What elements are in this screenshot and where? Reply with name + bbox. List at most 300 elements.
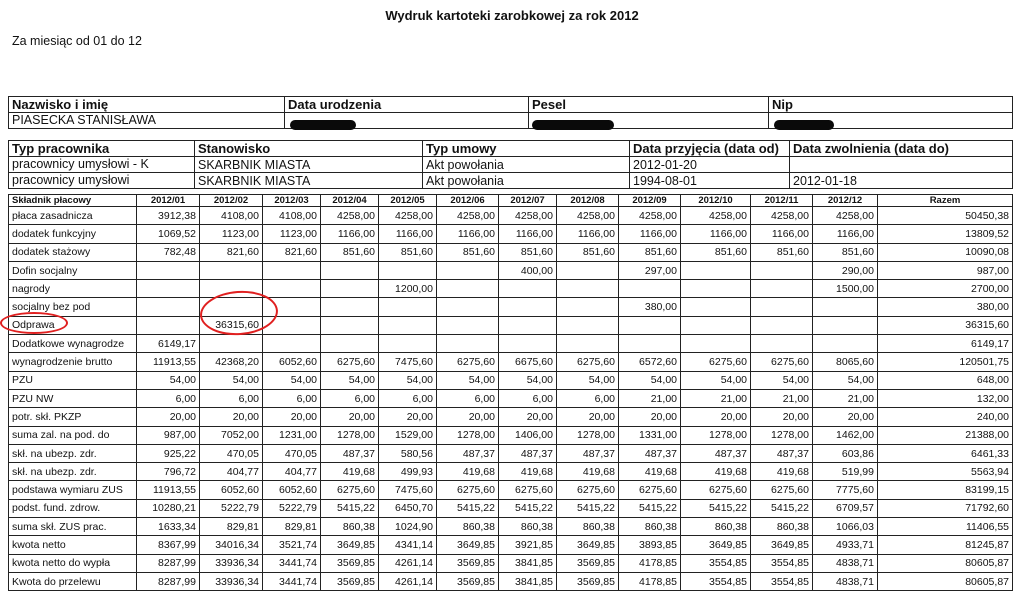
total-cell: 6149,17 [878,335,1013,353]
value-cell [263,280,321,298]
value-cell: 4258,00 [437,207,499,225]
value-cell: 6450,70 [379,499,437,517]
value-cell: 3841,85 [499,572,557,590]
employment-row [9,157,1013,173]
row-label: PZU [9,371,137,389]
row-label: dodatek funkcyjny [9,225,137,243]
value-cell: 987,00 [137,426,200,444]
value-cell: 54,00 [321,371,379,389]
value-cell: 21,00 [751,389,813,407]
value-cell: 4258,00 [321,207,379,225]
value-cell: 36315,60 [200,316,263,334]
header-nip: Nip [769,97,1013,113]
value-cell [751,280,813,298]
value-cell: 6275,60 [499,481,557,499]
row-label: Dofin socjalny [9,261,137,279]
value-cell: 4258,00 [499,207,557,225]
value-cell: 3554,85 [681,554,751,572]
value-cell: 3649,85 [751,536,813,554]
value-cell: 54,00 [681,371,751,389]
value-cell: 1024,90 [379,518,437,536]
value-cell [263,261,321,279]
table-row [9,408,1013,426]
value-cell [499,280,557,298]
value-cell: 3912,38 [137,207,200,225]
value-cell: 821,60 [263,243,321,261]
total-cell: 71792,60 [878,499,1013,517]
column-header-month: 2012/03 [263,195,321,207]
value-cell: 5415,22 [619,499,681,517]
value-cell: 4258,00 [379,207,437,225]
row-label: nagrody [9,280,137,298]
value-cell: 8065,60 [813,353,878,371]
value-cell: 8367,99 [137,536,200,554]
value-cell: 519,99 [813,463,878,481]
end-date [790,157,1013,173]
value-cell: 1231,00 [263,426,321,444]
hire-date: 1994-08-01 [630,173,790,189]
row-label: potr. skł. PKZP [9,408,137,426]
value-cell: 33936,34 [200,572,263,590]
value-cell: 3569,85 [437,572,499,590]
redaction-mark [290,120,356,130]
value-cell: 851,60 [379,243,437,261]
value-cell: 54,00 [200,371,263,389]
value-cell: 4108,00 [263,207,321,225]
value-cell [200,335,263,353]
value-cell: 851,60 [499,243,557,261]
value-cell: 4178,85 [619,572,681,590]
value-cell [557,298,619,316]
employment-table [8,140,1013,189]
value-cell: 1278,00 [751,426,813,444]
value-cell: 5415,22 [499,499,557,517]
value-cell [379,316,437,334]
value-cell [379,261,437,279]
value-cell: 860,38 [557,518,619,536]
header-end-date: Data zwolnienia (data do) [790,141,1013,157]
value-cell: 1529,00 [379,426,437,444]
value-cell [557,261,619,279]
value-cell: 487,37 [437,444,499,462]
table-row [9,298,1013,316]
value-cell [321,298,379,316]
info-header-row [9,97,1013,113]
table-row [9,572,1013,590]
value-cell: 3554,85 [681,572,751,590]
total-cell: 36315,60 [878,316,1013,334]
value-cell [751,298,813,316]
total-cell: 11406,55 [878,518,1013,536]
value-cell: 860,38 [681,518,751,536]
value-cell: 33936,34 [200,554,263,572]
total-cell: 5563,94 [878,463,1013,481]
value-cell [437,280,499,298]
table-row [9,316,1013,334]
value-cell [499,316,557,334]
total-cell: 6461,33 [878,444,1013,462]
value-cell [619,316,681,334]
value-cell: 860,38 [499,518,557,536]
value-cell: 6275,60 [437,481,499,499]
value-cell: 4258,00 [557,207,619,225]
value-cell [681,335,751,353]
payroll-table [8,194,1013,591]
value-cell: 7775,60 [813,481,878,499]
value-cell: 6709,57 [813,499,878,517]
value-cell: 54,00 [379,371,437,389]
value-cell [619,280,681,298]
column-header-month: 2012/07 [499,195,557,207]
employee-type: pracownicy umysłowi [9,173,195,189]
value-cell: 34016,34 [200,536,263,554]
employee-info-table [8,96,1013,129]
value-cell [557,335,619,353]
total-cell: 132,00 [878,389,1013,407]
value-cell: 4838,71 [813,554,878,572]
value-cell: 6275,60 [751,353,813,371]
value-cell [137,298,200,316]
column-header-month: 2012/09 [619,195,681,207]
value-cell [137,316,200,334]
value-cell: 860,38 [321,518,379,536]
total-cell: 13809,52 [878,225,1013,243]
value-cell: 54,00 [751,371,813,389]
annotation-circle [0,312,68,334]
value-cell: 6,00 [557,389,619,407]
value-cell: 6052,60 [263,353,321,371]
value-cell: 3649,85 [557,536,619,554]
table-row [9,444,1013,462]
total-cell: 240,00 [878,408,1013,426]
value-cell: 6,00 [437,389,499,407]
value-cell: 4933,71 [813,536,878,554]
value-cell [263,335,321,353]
value-cell: 3441,74 [263,572,321,590]
value-cell [321,261,379,279]
row-label: kwota netto do wypła [9,554,137,572]
total-cell: 81245,87 [878,536,1013,554]
value-cell: 1123,00 [263,225,321,243]
row-label: PZU NW [9,389,137,407]
value-cell [200,261,263,279]
value-cell: 380,00 [619,298,681,316]
info-value-row [9,113,1013,129]
value-cell: 3569,85 [321,554,379,572]
value-cell: 6275,60 [437,353,499,371]
value-cell: 6,00 [200,389,263,407]
value-cell: 290,00 [813,261,878,279]
value-cell: 487,37 [499,444,557,462]
value-cell: 1166,00 [437,225,499,243]
value-cell: 54,00 [557,371,619,389]
value-cell [437,261,499,279]
value-cell: 5415,22 [681,499,751,517]
value-cell: 860,38 [751,518,813,536]
table-row [9,554,1013,572]
value-cell: 7475,60 [379,481,437,499]
value-cell: 860,38 [437,518,499,536]
value-cell [437,335,499,353]
value-cell: 6275,60 [557,353,619,371]
value-cell: 782,48 [137,243,200,261]
value-cell: 3441,74 [263,554,321,572]
value-cell [681,298,751,316]
value-cell: 1166,00 [321,225,379,243]
value-cell: 1166,00 [619,225,681,243]
table-row [9,389,1013,407]
value-cell: 487,37 [557,444,619,462]
total-cell: 83199,15 [878,481,1013,499]
value-cell [813,316,878,334]
end-date: 2012-01-18 [790,173,1013,189]
value-cell [751,335,813,353]
value-cell: 20,00 [499,408,557,426]
value-cell: 470,05 [200,444,263,462]
value-cell: 1278,00 [321,426,379,444]
row-label: dodatek stażowy [9,243,137,261]
value-cell: 3554,85 [751,554,813,572]
column-header-month: 2012/02 [200,195,263,207]
value-cell [681,280,751,298]
value-cell: 6275,60 [321,481,379,499]
value-cell: 851,60 [681,243,751,261]
value-cell: 4341,14 [379,536,437,554]
total-cell: 80605,87 [878,572,1013,590]
value-cell: 54,00 [137,371,200,389]
value-cell: 4261,14 [379,554,437,572]
value-cell: 6275,60 [619,481,681,499]
value-cell [379,335,437,353]
employment-row [9,173,1013,189]
value-cell: 829,81 [200,518,263,536]
value-cell: 419,68 [437,463,499,481]
header-birth-date: Data urodzenia [285,97,529,113]
value-cell: 851,60 [619,243,681,261]
table-row [9,225,1013,243]
value-cell: 3569,85 [557,572,619,590]
table-row [9,207,1013,225]
value-cell: 8287,99 [137,572,200,590]
value-cell: 8287,99 [137,554,200,572]
value-cell: 419,68 [681,463,751,481]
value-cell: 20,00 [751,408,813,426]
total-cell: 120501,75 [878,353,1013,371]
total-cell: 987,00 [878,261,1013,279]
value-cell: 470,05 [263,444,321,462]
value-cell: 3569,85 [321,572,379,590]
value-cell: 20,00 [321,408,379,426]
value-cell: 20,00 [137,408,200,426]
value-cell: 6,00 [321,389,379,407]
value-cell: 4178,85 [619,554,681,572]
total-cell: 50450,38 [878,207,1013,225]
header-pesel: Pesel [529,97,769,113]
table-row [9,463,1013,481]
table-row [9,426,1013,444]
value-cell: 487,37 [751,444,813,462]
column-header-month: 2012/10 [681,195,751,207]
header-hire-date: Data przyjęcia (data od) [630,141,790,157]
value-cell: 821,60 [200,243,263,261]
value-cell: 1166,00 [557,225,619,243]
row-label: Odprawa [9,316,137,334]
value-cell: 1166,00 [379,225,437,243]
value-cell: 3649,85 [437,536,499,554]
value-cell: 3554,85 [751,572,813,590]
column-header-month: 2012/05 [379,195,437,207]
value-cell: 6149,17 [137,335,200,353]
value-cell: 6,00 [379,389,437,407]
header-employee-type: Typ pracownika [9,141,195,157]
value-cell: 6052,60 [200,481,263,499]
payroll-header-row [9,195,1013,207]
value-cell: 6572,60 [619,353,681,371]
row-label: suma zal. na pod. do [9,426,137,444]
table-row [9,518,1013,536]
value-cell: 3893,85 [619,536,681,554]
value-cell: 20,00 [557,408,619,426]
value-cell: 796,72 [137,463,200,481]
table-row [9,335,1013,353]
value-cell: 851,60 [751,243,813,261]
table-row [9,243,1013,261]
table-row [9,481,1013,499]
value-cell: 419,68 [499,463,557,481]
value-cell: 851,60 [437,243,499,261]
value-cell: 1406,00 [499,426,557,444]
value-cell: 4258,00 [751,207,813,225]
row-label: skł. na ubezp. zdr. [9,444,137,462]
value-cell: 7052,00 [200,426,263,444]
value-cell: 499,93 [379,463,437,481]
employee-name: PIASECKA STANISŁAWA [9,113,285,129]
column-header-month: 2012/01 [137,195,200,207]
value-cell: 1278,00 [437,426,499,444]
value-cell: 11913,55 [137,353,200,371]
value-cell: 404,77 [200,463,263,481]
value-cell: 1278,00 [557,426,619,444]
value-cell: 1200,00 [379,280,437,298]
value-cell: 4258,00 [813,207,878,225]
value-cell [681,316,751,334]
value-cell [499,298,557,316]
value-cell: 5415,22 [751,499,813,517]
value-cell: 21,00 [681,389,751,407]
value-cell: 3649,85 [321,536,379,554]
total-cell: 2700,00 [878,280,1013,298]
table-row [9,371,1013,389]
row-label: podstawa wymiaru ZUS [9,481,137,499]
table-row [9,499,1013,517]
document-title: Wydruk kartoteki zarobkowej za rok 2012 [385,8,639,23]
value-cell: 6052,60 [263,481,321,499]
value-cell: 297,00 [619,261,681,279]
row-label: podst. fund. zdrow. [9,499,137,517]
value-cell: 20,00 [200,408,263,426]
value-cell: 5222,79 [263,499,321,517]
position: SKARBNIK MIASTA [195,173,423,189]
value-cell: 419,68 [619,463,681,481]
value-cell: 6275,60 [681,481,751,499]
value-cell: 1462,00 [813,426,878,444]
value-cell: 487,37 [321,444,379,462]
value-cell: 3521,74 [263,536,321,554]
value-cell [137,280,200,298]
value-cell: 4258,00 [619,207,681,225]
value-cell: 21,00 [619,389,681,407]
value-cell: 6,00 [263,389,321,407]
redaction-mark [532,120,614,130]
value-cell [437,316,499,334]
value-cell: 603,86 [813,444,878,462]
row-label: płaca zasadnicza [9,207,137,225]
column-header-month: 2012/11 [751,195,813,207]
value-cell [681,261,751,279]
value-cell: 54,00 [619,371,681,389]
value-cell [321,335,379,353]
value-cell: 487,37 [681,444,751,462]
value-cell: 1278,00 [681,426,751,444]
column-header-month: 2012/12 [813,195,878,207]
value-cell: 6,00 [499,389,557,407]
value-cell: 419,68 [321,463,379,481]
value-cell: 1069,52 [137,225,200,243]
employment-header-row [9,141,1013,157]
value-cell: 20,00 [437,408,499,426]
value-cell [499,335,557,353]
value-cell: 3921,85 [499,536,557,554]
value-cell: 6,00 [137,389,200,407]
value-cell [751,316,813,334]
value-cell: 487,37 [619,444,681,462]
row-label: kwota netto [9,536,137,554]
value-cell: 5415,22 [321,499,379,517]
value-cell: 6275,60 [681,353,751,371]
row-label: skł. na ubezp. zdr. [9,463,137,481]
position: SKARBNIK MIASTA [195,157,423,173]
total-cell: 380,00 [878,298,1013,316]
value-cell: 1166,00 [813,225,878,243]
value-cell: 42368,20 [200,353,263,371]
value-cell: 20,00 [619,408,681,426]
value-cell: 404,77 [263,463,321,481]
value-cell [751,261,813,279]
value-cell: 4261,14 [379,572,437,590]
value-cell: 580,56 [379,444,437,462]
value-cell: 3649,85 [681,536,751,554]
value-cell [619,335,681,353]
value-cell: 10280,21 [137,499,200,517]
value-cell: 400,00 [499,261,557,279]
value-cell: 20,00 [813,408,878,426]
value-cell [321,280,379,298]
value-cell: 21,00 [813,389,878,407]
value-cell: 6275,60 [557,481,619,499]
column-header-month: 2012/04 [321,195,379,207]
value-cell [557,316,619,334]
value-cell: 54,00 [813,371,878,389]
value-cell: 7475,60 [379,353,437,371]
value-cell: 925,22 [137,444,200,462]
header-contract-type: Typ umowy [423,141,630,157]
value-cell: 1633,34 [137,518,200,536]
column-header-month: 2012/06 [437,195,499,207]
value-cell: 851,60 [321,243,379,261]
column-header-month: 2012/08 [557,195,619,207]
value-cell [557,280,619,298]
value-cell: 419,68 [557,463,619,481]
